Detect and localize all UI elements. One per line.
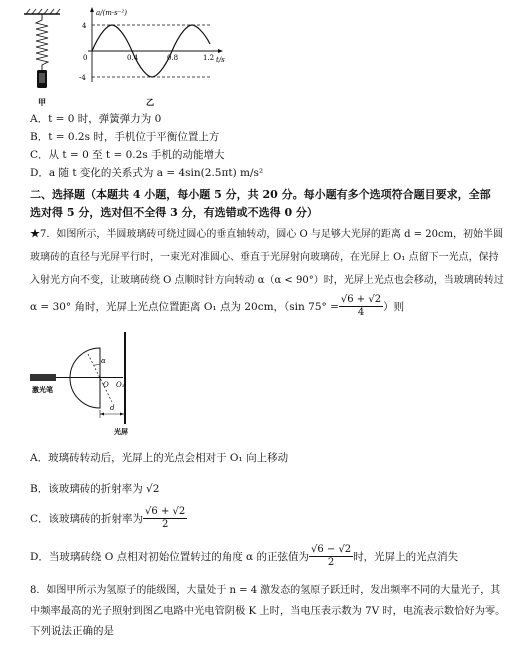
fraction-denominator: 4 bbox=[357, 307, 365, 318]
axis-y-label: a/(m·s⁻²) bbox=[96, 9, 127, 17]
fraction-numerator: √6 − √2 bbox=[310, 544, 352, 555]
q7-option-d-fraction bbox=[309, 544, 353, 569]
q7-option-c-text: C．该玻璃砖的折射率为 bbox=[30, 512, 144, 525]
axis-x-label: t/s bbox=[216, 56, 225, 64]
q7-line2: 玻璃砖的直径与光屏平行时，一束光对准圆心、垂直于光屏射向玻璃砖，在光屏上 O₁ 点留下一光点，保持 bbox=[30, 252, 499, 263]
section-2-heading-line2: 选对得 5 分，选对但不全得 3 分，有选错或不选得 0 分） bbox=[30, 206, 318, 219]
q7-option-d bbox=[30, 544, 458, 569]
label-laser-pen: 激光笔 bbox=[32, 385, 53, 394]
figure-glass-brick bbox=[28, 330, 178, 440]
figure-label-yi: 乙 bbox=[146, 97, 154, 107]
fraction-denominator: 2 bbox=[161, 519, 169, 530]
q6-option-a: A．t = 0 时，弹簧弹力为 0 bbox=[30, 113, 162, 125]
tick-x-0: 0.4 bbox=[127, 54, 139, 62]
label-O1: O₁ bbox=[116, 381, 125, 389]
q7-option-b: B．该玻璃砖的折射率为 √2 bbox=[30, 483, 160, 495]
q7-line3: 入射光方向不变，让玻璃砖绕 O 点顺时针方向转动 α（α < 90°）时，光屏上光点也会移动，当玻璃砖转过 bbox=[30, 275, 504, 286]
figure-spring-graph bbox=[20, 4, 250, 108]
spring bbox=[36, 14, 48, 70]
q8-line1: 8．如图甲所示为氢原子的能级图，大量处于 n = 4 激发态的氢原子跃迁时，发出频率不同的大量光子，其 bbox=[30, 585, 501, 596]
q7-line4 bbox=[30, 294, 404, 319]
tick-x-1: 0.8 bbox=[167, 54, 179, 62]
q7-option-d-text: D．当玻璃砖绕 O 点相对初始位置转过的角度 α 的正弦值为 bbox=[30, 550, 309, 563]
label-screen: 光屏 bbox=[114, 427, 128, 436]
figure-label-jia: 甲 bbox=[38, 97, 46, 107]
fraction-numerator: √6 + √2 bbox=[340, 294, 382, 305]
q7-option-c-fraction bbox=[143, 506, 187, 531]
tick-x-2: 1.2 bbox=[203, 54, 215, 62]
q7-option-c bbox=[30, 506, 187, 531]
q6-option-b: B．t = 0.2s 时，手机位于平衡位置上方 bbox=[30, 131, 220, 143]
a-t-graph bbox=[79, 7, 225, 82]
q8-line3: 下列说法正确的是 bbox=[30, 625, 114, 637]
q7-sin-fraction bbox=[339, 294, 383, 319]
section-2-heading-line1: 二、选择题（本题共 4 小题，每小题 5 分，共 20 分。每小题有多个选项符合题目要求，全部 bbox=[30, 188, 491, 201]
q6-option-d: D．a 随 t 变化的关系式为 a = 4sin(2.5πt) m/s² bbox=[30, 167, 264, 179]
label-alpha: α bbox=[101, 357, 106, 365]
tick-y-pos: 4 bbox=[82, 22, 87, 30]
q7-line4-end: ）则 bbox=[383, 300, 405, 313]
q7-option-d-end: 时，光屏上的光点消失 bbox=[353, 550, 459, 563]
q7-option-a: A．玻璃砖转动后，光屏上的光点会相对于 O₁ 向上移动 bbox=[30, 452, 289, 464]
q6-option-c: C．从 t = 0 至 t = 0.2s 手机的动能增大 bbox=[30, 149, 225, 161]
fraction-denominator: 2 bbox=[327, 557, 335, 568]
q7-line4-text: α = 30° 角时，光屏上光点位置距离 O₁ 点为 20cm，（sin 75° = bbox=[30, 300, 339, 313]
semicircle-glass bbox=[70, 348, 100, 408]
laser-pen bbox=[30, 374, 56, 381]
q7-line1: ★7．如图所示，半圆玻璃砖可绕过圆心的垂直轴转动，圆心 O 与足够大光屏的距离 d = 20cm，初始半圆 bbox=[30, 229, 504, 240]
q8-line2: 中频率最高的光子照射到图乙电路中光电管阴极 K 上时，当电压表示数为 7V 时，电流表示数恰好为零。 bbox=[30, 605, 506, 617]
fraction-numerator: √6 + √2 bbox=[145, 506, 186, 517]
tick-y-neg: -4 bbox=[79, 74, 86, 82]
label-O: O bbox=[103, 381, 109, 389]
label-d: d bbox=[110, 404, 115, 412]
tick-origin: 0 bbox=[83, 54, 88, 62]
